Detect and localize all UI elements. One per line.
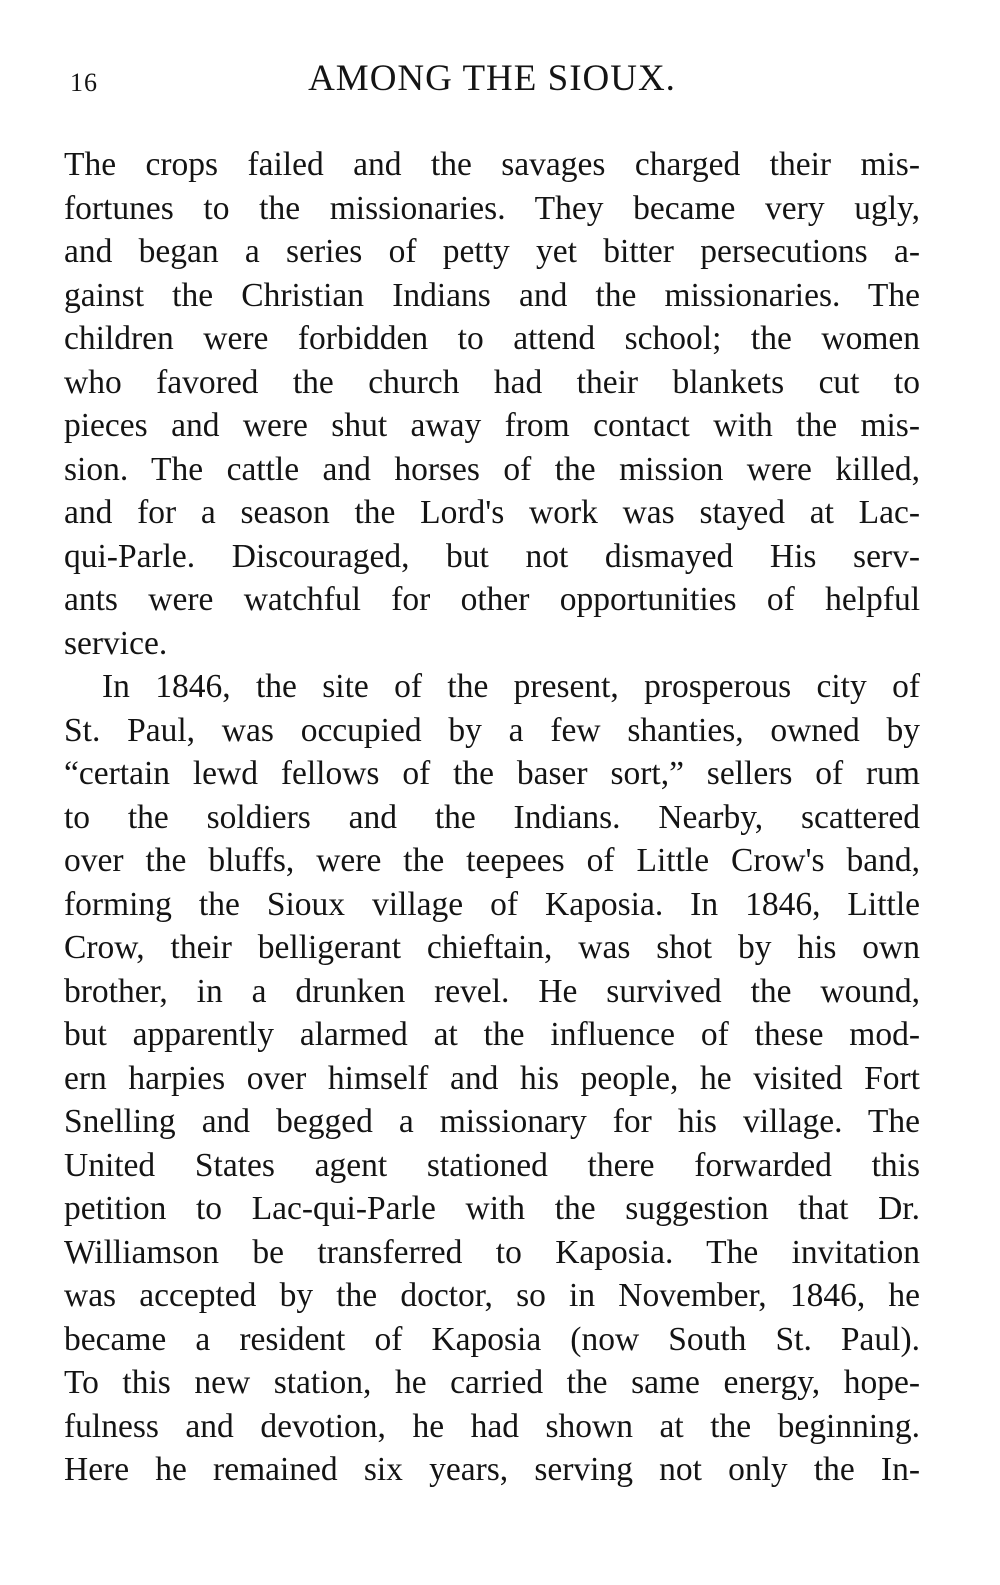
text-line: To this new station, he carried the same energy, hope-: [64, 1364, 920, 1401]
text-line: and began a series of petty yet bitter persecutions a-: [64, 233, 920, 270]
text-line: but apparently alarmed at the influence of these mod-: [64, 1016, 920, 1053]
text-line: gainst the Christian Indians and the missionaries. The: [64, 276, 920, 314]
text-line: service.: [64, 624, 168, 662]
text-line: The crops failed and the savages charged their mis-: [64, 146, 920, 183]
text-line: ants were watchful for other opportunities of helpful: [64, 581, 920, 618]
text-line: to the soldiers and the Indians. Nearby, scattered: [64, 798, 920, 836]
text-line: Snelling and begged a missionary for his village. The: [64, 1103, 920, 1140]
text-line: fulness and devotion, he had shown at the beginning.: [64, 1407, 920, 1445]
running-title: AMONG THE SIOUX.: [308, 58, 676, 99]
text-line: Williamson be transferred to Kaposia. The invitation: [64, 1233, 920, 1271]
text-line: was accepted by the doctor, so in November, 1846, he: [64, 1277, 920, 1314]
text-line: brother, in a drunken revel. He survived the wound,: [64, 972, 920, 1010]
running-head: [64, 56, 920, 108]
text-line: and for a season the Lord's work was stayed at Lac-: [64, 494, 920, 531]
text-line: sion. The cattle and horses of the mission were killed,: [64, 450, 920, 488]
body-text: [64, 143, 920, 1492]
page-number: 16: [70, 68, 98, 97]
text-line: who favored the church had their blankets cut to: [64, 363, 920, 401]
text-line: St. Paul, was occupied by a few shanties, owned by: [64, 711, 920, 749]
text-line: “certain lewd fellows of the baser sort,” sellers of rum: [64, 755, 920, 792]
text-line: qui-Parle. Discouraged, but not dismayed His serv-: [64, 537, 920, 575]
text-line: fortunes to the missionaries. They became very ugly,: [64, 189, 920, 227]
text-line: petition to Lac-qui-Parle with the suggestion that Dr.: [64, 1190, 920, 1227]
text-line: Crow, their belligerant chieftain, was shot by his own: [64, 929, 920, 966]
text-line: In 1846, the site of the present, prosperous city of: [102, 668, 920, 705]
text-line: children were forbidden to attend school; the women: [64, 320, 920, 357]
text-line: became a resident of Kaposia (now South St. Paul).: [64, 1320, 920, 1358]
paragraph: [64, 665, 920, 1492]
text-line: over the bluffs, were the teepees of Little Crow's band,: [64, 842, 920, 879]
text-line: Here he remained six years, serving not only the In-: [64, 1451, 920, 1488]
text-line: United States agent stationed there forwarded this: [64, 1146, 920, 1184]
text-line: forming the Sioux village of Kaposia. In 1846, Little: [64, 885, 920, 923]
paragraph: [64, 143, 920, 665]
text-line: pieces and were shut away from contact with the mis-: [64, 407, 920, 444]
text-line: ern harpies over himself and his people, he visited Fort: [64, 1059, 920, 1097]
